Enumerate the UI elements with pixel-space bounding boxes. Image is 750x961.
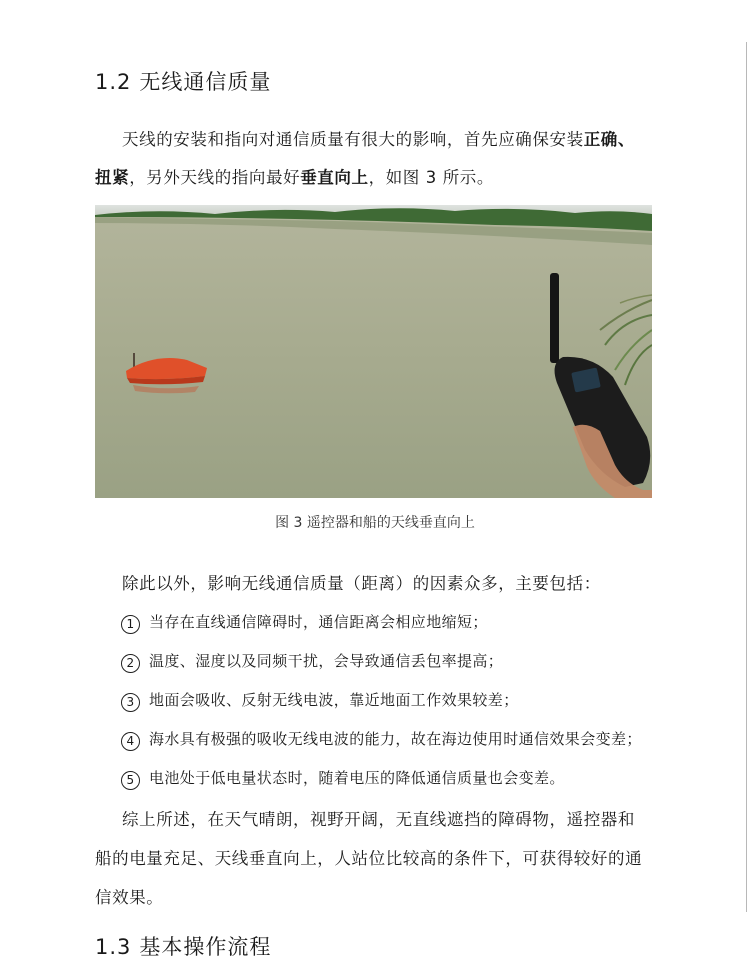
circled-number: 2 [121, 654, 140, 673]
bold-text-run: 扭紧 [95, 168, 130, 187]
section-number: 1.2 [95, 70, 132, 94]
list-item [121, 650, 503, 673]
list-item-text: 当存在直线通信障碍时，通信距离会相应地缩短； [149, 613, 488, 631]
list-item-text: 温度、湿度以及同频干扰，会导致通信丢包率提高； [149, 652, 504, 670]
list-item [121, 767, 565, 790]
list-item [121, 728, 642, 751]
bold-text-run: 垂直向上 [300, 168, 369, 187]
list-item-text: 电池处于低电量状态时，随着电压的降低通信质量也会变差。 [149, 769, 565, 787]
circled-number: 5 [121, 771, 140, 790]
text-run: ，另外天线的指向最好 [129, 168, 301, 187]
antenna-icon [550, 273, 559, 363]
text-run: 天线的安装和指向对通信质量有很大的影响，首先应确保安装 [122, 130, 584, 149]
list-item-text: 海水具有极强的吸收无线电波的能力，故在海边使用时通信效果会变差； [149, 730, 642, 748]
figure-caption: 图 3 遥控器和船的天线垂直向上 [275, 515, 475, 531]
section-title: 基本操作流程 [139, 935, 272, 959]
figure-3-photo [95, 205, 652, 498]
section-heading-1-2 [95, 66, 271, 96]
circled-number: 1 [121, 615, 140, 634]
list-item [121, 611, 488, 634]
section-heading-1-3 [95, 931, 271, 961]
bold-text-run: 正确、 [583, 130, 636, 149]
water [95, 205, 652, 498]
paragraph-2: 除此以外，影响无线通信质量（距离）的因素众多，主要包括： [122, 574, 601, 593]
text-run: ，如图 3 所示。 [368, 168, 494, 187]
page-edge-rule [746, 42, 747, 912]
paragraph-1-line-1 [122, 126, 635, 150]
paragraph-1-line-2 [95, 164, 494, 188]
paragraph-3-line-3: 信效果。 [95, 888, 164, 907]
circled-number: 4 [121, 732, 140, 751]
paragraph-3-line-2: 船的电量充足、天线垂直向上，人站位比较高的条件下，可获得较好的通 [95, 849, 643, 868]
lake-photo-illustration [95, 205, 652, 498]
paragraph-3-line-1: 综上所述，在天气晴朗，视野开阔，无直线遮挡的障碍物，遥控器和 [122, 810, 635, 829]
circled-number: 3 [121, 693, 140, 712]
section-number: 1.3 [95, 935, 132, 959]
list-item-text: 地面会吸收、反射无线电波，靠近地面工作效果较差； [149, 691, 519, 709]
section-title: 无线通信质量 [139, 70, 272, 94]
list-item [121, 689, 519, 712]
